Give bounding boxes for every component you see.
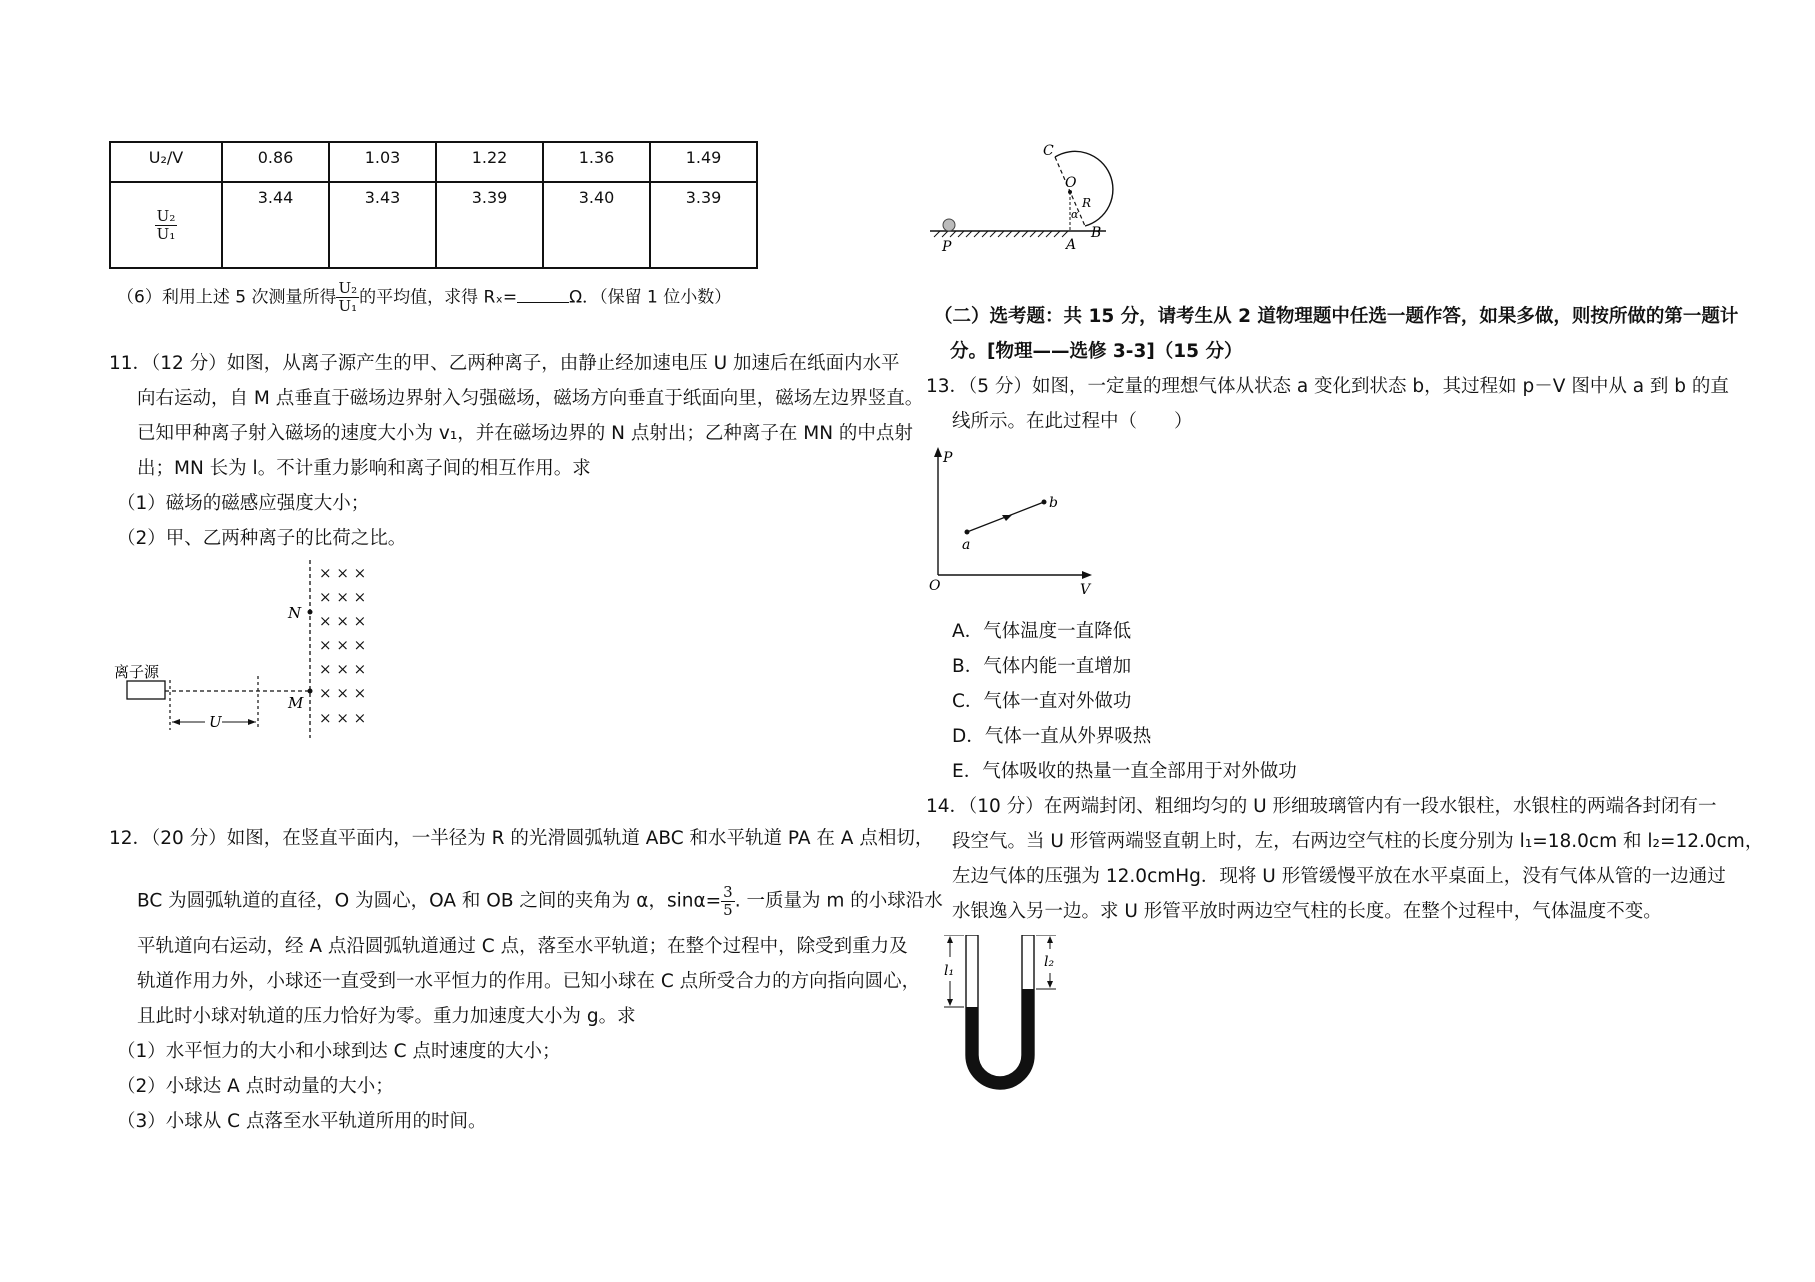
field-symbol: × × ×: [319, 636, 367, 654]
section-title-line: （二）选考题：共 15 分，请考生从 2 道物理题中任选一题作答，如果多做，则按所做的第一题计: [934, 306, 1739, 327]
l2-label: l₂: [1044, 954, 1055, 970]
table-cell: 3.39: [650, 182, 757, 268]
q12-line: 平轨道向右运动，经 A 点沿圆弧轨道通过 C 点，落至水平轨道；在整个过程中，除受到重力及: [137, 936, 908, 957]
ion-magnetic-field-figure: [110, 560, 400, 740]
question-10-part-6: [117, 280, 731, 315]
sin-fraction: [721, 884, 735, 919]
table-cell: 0.86: [222, 142, 329, 182]
q11-line: 向右运动，自 M 点垂直于磁场边界射入匀强磁场，磁场方向垂直于纸面向里，磁场左边界竖直。: [137, 388, 924, 409]
pv-graph-figure: [926, 445, 1106, 605]
q11-subquestion: （1）磁场的磁感应强度大小；: [117, 493, 370, 514]
state-a-label: a: [962, 537, 971, 553]
p-axis-label: P: [943, 450, 953, 466]
point-c-label: C: [1043, 143, 1054, 159]
ratio-fraction: [336, 280, 359, 315]
table-cell: 1.36: [543, 142, 650, 182]
table-cell: 3.39: [436, 182, 543, 268]
q12-subquestion: （1）水平恒力的大小和小球到达 C 点时速度的大小；: [117, 1041, 561, 1062]
fraction-denominator: U₁: [156, 224, 176, 243]
field-symbol: × × ×: [319, 684, 367, 702]
table-cell: U₂/V: [110, 142, 222, 182]
q14-line: 左边气体的压强为 12.0cmHg．现将 U 形管缓慢平放在水平桌面上，没有气体从管的一边通过: [952, 866, 1726, 887]
q12-line: [137, 884, 943, 919]
q14-line: 水银逸入另一边。求 U 形管平放时两边空气柱的长度。在整个过程中，气体温度不变。: [952, 901, 1662, 922]
field-symbol: × × ×: [319, 612, 367, 630]
ball: [943, 219, 955, 231]
field-symbol: × × ×: [319, 564, 367, 582]
table-cell: 1.03: [329, 142, 436, 182]
q12-line2-pre: BC 为圆弧轨道的直径，O 为圆心，OA 和 OB 之间的夹角为 α，sinα=: [137, 890, 722, 912]
ion-source-box: [127, 681, 165, 699]
q12-line: 且此时小球对轨道的压力恰好为零。重力加速度大小为 g。求: [137, 1006, 636, 1027]
section-title-line: 分。[物理——选修 3-3]（15 分）: [950, 341, 1243, 362]
point-m-label: M: [288, 694, 304, 712]
table-cell: 1.22: [436, 142, 543, 182]
table-row: [110, 142, 757, 182]
q13-line: 线所示。在此过程中（ ）: [952, 411, 1193, 432]
field-symbol: × × ×: [319, 588, 367, 606]
angle-alpha-label: α: [1071, 208, 1079, 221]
q11-line: 11．（12 分）如图，从离子源产生的甲、乙两种离子，由静止经加速电压 U 加速后在纸面内水平: [109, 353, 900, 374]
mercury-column: [966, 989, 1034, 1089]
fraction-numerator: 3: [723, 883, 733, 901]
table-cell: 3.44: [222, 182, 329, 268]
voltage-u-label: U: [209, 713, 222, 731]
q10-6-mid: 的平均值，求得 Rₓ=: [359, 287, 518, 308]
option-d[interactable]: D．气体一直从外界吸热: [952, 726, 1152, 747]
field-symbol: × × ×: [319, 660, 367, 678]
table-cell: 3.40: [543, 182, 650, 268]
q12-line: 轨道作用力外，小球还一直受到一水平恒力的作用。已知小球在 C 点所受合力的方向指向圆心，: [137, 971, 921, 992]
l1-label: l₁: [944, 963, 955, 979]
q11-line: 出；MN 长为 l。不计重力影响和离子间的相互作用。求: [137, 458, 591, 479]
q12-subquestion: （3）小球从 C 点落至水平轨道所用的时间。: [117, 1111, 487, 1132]
q12-subquestion: （2）小球达 A 点时动量的大小；: [117, 1076, 394, 1097]
origin-label: O: [929, 578, 941, 594]
q12-line: 12．（20 分）如图，在竖直平面内，一半径为 R 的光滑圆弧轨道 ABC 和水平轨道 PA 在 A 点相切，: [109, 828, 934, 849]
q13-line: 13．（5 分）如图，一定量的理想气体从状态 a 变化到状态 b，其过程如 p－V 图中从 a 到 b 的直: [926, 376, 1729, 397]
fraction-numerator: U₂: [156, 206, 176, 225]
ion-source-label: 离子源: [114, 663, 160, 681]
table-cell: [110, 182, 222, 268]
point-o-label: O: [1065, 175, 1077, 191]
fraction-denominator: 5: [723, 901, 733, 919]
table-cell: 1.49: [650, 142, 757, 182]
fraction-denominator: U₁: [338, 297, 358, 315]
q12-line2-post: . 一质量为 m 的小球沿水: [734, 890, 943, 912]
table-row: [110, 182, 757, 268]
q10-6-pre: （6）利用上述 5 次测量所得: [117, 287, 337, 308]
q11-line: 已知甲种离子射入磁场的速度大小为 v₁，并在磁场边界的 N 点射出；乙种离子在 MN 的中点射: [137, 423, 913, 444]
u-tube-figure: [926, 935, 1096, 1105]
point-a-label: A: [1066, 237, 1077, 253]
q14-line: 14．（10 分）在两端封闭、粗细均匀的 U 形细玻璃管内有一段水银柱，水银柱的两端各封闭有一: [926, 796, 1717, 817]
option-e[interactable]: E．气体吸收的热量一直全部用于对外做功: [952, 761, 1297, 782]
point-b-label: B: [1091, 225, 1102, 241]
q14-line: 段空气。当 U 形管两端竖直朝上时，左，右两边空气柱的长度分别为 l₁=18.0cm 和 l₂=12.0cm，: [952, 831, 1764, 852]
ratio-fraction: [155, 208, 178, 243]
option-b[interactable]: B．气体内能一直增加: [952, 656, 1132, 677]
v-axis-label: V: [1080, 582, 1091, 598]
answer-blank: [517, 284, 569, 303]
field-symbol: × × ×: [319, 709, 367, 727]
point-p-label: P: [942, 239, 952, 255]
radius-r-label: R: [1082, 196, 1092, 210]
table-cell: 3.43: [329, 182, 436, 268]
fraction-numerator: U₂: [338, 279, 358, 297]
point-n-label: N: [288, 604, 302, 622]
circular-track-figure: [926, 138, 1136, 258]
measurement-table: [109, 141, 758, 269]
q11-subquestion: （2）甲、乙两种离子的比荷之比。: [117, 528, 407, 549]
option-c[interactable]: C．气体一直对外做功: [952, 691, 1132, 712]
q10-6-post: Ω．（保留 1 位小数）: [569, 287, 732, 308]
option-a[interactable]: A．气体温度一直降低: [952, 621, 1132, 642]
state-b-label: b: [1049, 495, 1058, 511]
